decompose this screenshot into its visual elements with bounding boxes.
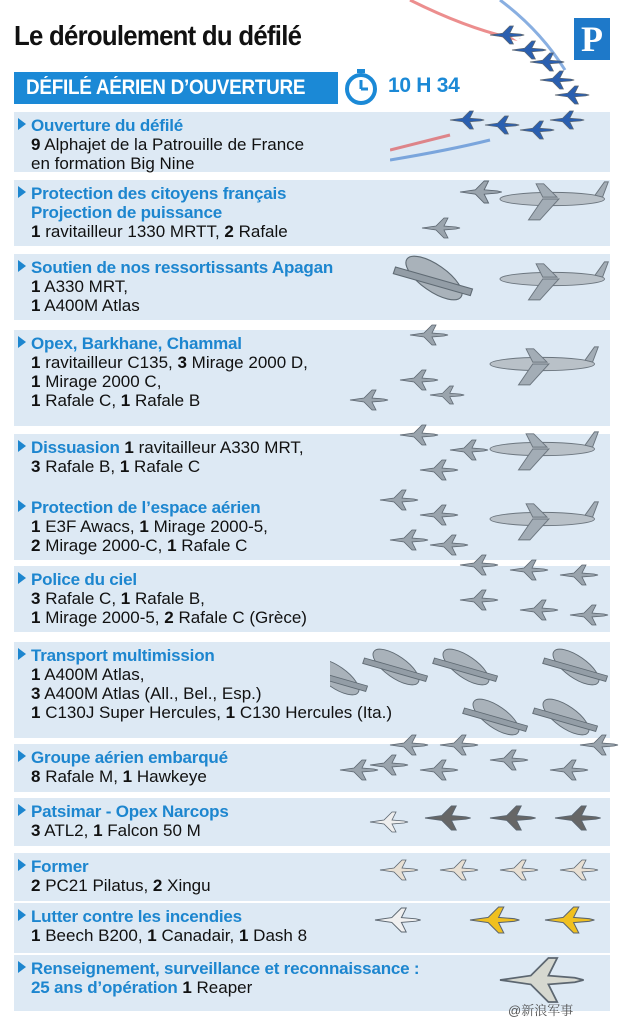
- aircraft-count: 9: [31, 135, 41, 154]
- section-detail-line: [18, 684, 392, 703]
- section-title: Protection des citoyens français: [31, 184, 287, 203]
- triangle-bullet-icon: [18, 186, 26, 198]
- section-title: Former: [31, 857, 89, 876]
- section-title-line: [18, 857, 211, 876]
- aircraft-count: 1: [31, 926, 41, 945]
- triangle-bullet-icon: [18, 961, 26, 973]
- aircraft-count: 3: [31, 684, 41, 703]
- aircraft-count: 1: [167, 536, 177, 555]
- section-detail-line: [18, 154, 304, 173]
- aircraft-type: Xingu: [162, 876, 211, 895]
- aircraft-type: Rafale B,: [130, 589, 205, 608]
- aircraft-type: Falcon 50 M: [102, 821, 201, 840]
- aircraft-count: 1: [122, 767, 133, 786]
- section-detail-line: [18, 876, 211, 895]
- section-detail-line: [18, 517, 268, 536]
- section-detail-line: [18, 767, 228, 786]
- aircraft-type: Rafale: [233, 222, 288, 241]
- section-title: Police du ciel: [31, 570, 137, 589]
- publisher-logo: P: [574, 18, 610, 60]
- section-text: [18, 334, 308, 410]
- page-title: Le déroulement du défilé: [14, 20, 302, 51]
- section-title-line: [18, 334, 308, 353]
- section-panel: [14, 494, 610, 560]
- section-title-line: [18, 570, 307, 589]
- section-panel: [14, 798, 610, 846]
- aircraft-count: 1: [119, 457, 130, 476]
- section-detail-line: [18, 296, 333, 315]
- aircraft-type: PC21 Pilatus,: [40, 876, 153, 895]
- aircraft-type: A330 MRT,: [40, 277, 129, 296]
- section-panel: [14, 254, 610, 320]
- triangle-bullet-icon: [18, 909, 26, 921]
- triangle-bullet-icon: [18, 118, 26, 130]
- triangle-bullet-icon: [18, 750, 26, 762]
- section-detail-line: [18, 608, 307, 627]
- section-detail-segment: 1: [177, 978, 192, 997]
- aircraft-type: A400M Atlas,: [40, 665, 145, 684]
- section-title-line: [18, 116, 304, 135]
- aircraft-count: 1: [31, 222, 41, 241]
- section-text: [18, 907, 307, 945]
- section-title-line: [18, 646, 392, 665]
- aircraft-count: 1: [31, 296, 41, 315]
- triangle-bullet-icon: [18, 336, 26, 348]
- aircraft-type: en formation Big Nine: [31, 154, 195, 173]
- aircraft-count: 1: [31, 391, 41, 410]
- banner-label: DÉFILÉ AÉRIEN D’OUVERTURE: [26, 76, 306, 99]
- aircraft-type: Mirage 2000 C,: [40, 372, 162, 391]
- section-text: [18, 646, 392, 722]
- aircraft-count: 1: [31, 353, 41, 372]
- section-title-line: [18, 184, 288, 203]
- section-text: [18, 258, 333, 315]
- aircraft-type: Rafale C: [129, 457, 201, 476]
- section-detail-line: [18, 926, 307, 945]
- section-title: Ouverture du défilé: [31, 116, 184, 135]
- aircraft-count: 1: [31, 517, 41, 536]
- triangle-bullet-icon: [18, 859, 26, 871]
- section-detail-line: [18, 536, 268, 555]
- section-detail-segment: 1: [119, 438, 134, 457]
- aircraft-type: Hawkeye: [132, 767, 207, 786]
- section-title-line: [18, 748, 228, 767]
- section-title-line-2: [18, 203, 288, 222]
- aircraft-type: A400M Atlas: [40, 296, 140, 315]
- section-detail-line: [18, 277, 333, 296]
- section-panel: [14, 642, 610, 738]
- fighter-jet-icon: [530, 53, 564, 71]
- aircraft-type: Dash 8: [248, 926, 308, 945]
- stopwatch-icon: [342, 68, 380, 106]
- triangle-bullet-icon: [18, 440, 26, 452]
- section-panel: [14, 330, 610, 426]
- section-title-line: [18, 258, 333, 277]
- section-text: [18, 498, 268, 555]
- start-time: 10 H 34: [388, 74, 460, 97]
- aircraft-count: 1: [120, 391, 131, 410]
- section-text: [18, 857, 211, 895]
- section-text: [18, 748, 228, 786]
- section-text: [18, 438, 304, 476]
- section-detail-line: [18, 372, 308, 391]
- aircraft-count: 1: [93, 821, 103, 840]
- section-detail-line: [18, 703, 392, 722]
- section-detail-line: [18, 665, 392, 684]
- aircraft-type: Rafale M,: [40, 767, 123, 786]
- triangle-bullet-icon: [18, 260, 26, 272]
- aircraft-type: Beech B200,: [40, 926, 148, 945]
- aircraft-type: Rafale B: [130, 391, 201, 410]
- section-title: Patsimar - Opex Narcops: [31, 802, 229, 821]
- section-title-line: [18, 802, 229, 821]
- section-title: Dissuasion: [31, 438, 120, 457]
- aircraft-count: 1: [147, 926, 157, 945]
- section-title-line: [18, 959, 419, 978]
- triangle-bullet-icon: [18, 572, 26, 584]
- section-title: Transport multimission: [31, 646, 215, 665]
- aircraft-count: 1: [225, 703, 236, 722]
- aircraft-count: 1: [31, 665, 41, 684]
- section-subtitle: 25 ans d’opération: [31, 978, 178, 997]
- section-text: [18, 570, 307, 627]
- aircraft-count: 1: [31, 277, 41, 296]
- section-title: Renseignement, surveillance et reconnaissance :: [31, 959, 420, 978]
- aircraft-type: ravitailleur C135,: [40, 353, 178, 372]
- aircraft-type: Rafale B,: [40, 457, 120, 476]
- section-panel: [14, 180, 610, 246]
- aircraft-type: Canadair,: [156, 926, 239, 945]
- aircraft-count: 3: [31, 821, 41, 840]
- aircraft-count: 3: [31, 589, 41, 608]
- aircraft-count: 3: [31, 457, 41, 476]
- section-panel: [14, 744, 610, 792]
- aircraft-count: 1: [120, 589, 131, 608]
- section-panel: [14, 434, 610, 494]
- aircraft-type: Rafale C: [176, 536, 248, 555]
- aircraft-type: Alphajet de la Patrouille de France: [40, 135, 305, 154]
- section-title-line: [18, 498, 268, 517]
- aircraft-count: 1: [139, 517, 149, 536]
- section-panel: [14, 853, 610, 901]
- section-detail-line: [18, 589, 307, 608]
- section-detail-line: [18, 457, 304, 476]
- section-text: [18, 959, 419, 997]
- aircraft-type: C130J Super Hercules,: [40, 703, 226, 722]
- section-subtitle: Projection de puissance: [31, 203, 222, 222]
- section-title: Lutter contre les incendies: [31, 907, 242, 926]
- aircraft-type: C130 Hercules (Ita.): [235, 703, 392, 722]
- aircraft-count: 2: [31, 536, 41, 555]
- section-panel: [14, 903, 610, 953]
- fighter-jet-icon: [490, 26, 524, 44]
- aircraft-count: 1: [31, 372, 41, 391]
- aircraft-type: Mirage 2000-C,: [40, 536, 168, 555]
- aircraft-count: 1: [238, 926, 249, 945]
- section-panel: [14, 112, 610, 172]
- aircraft-count: 1: [31, 608, 41, 627]
- section-text: [18, 802, 229, 840]
- aircraft-count: 1: [31, 703, 41, 722]
- section-panel: [14, 566, 610, 632]
- section-text: [18, 116, 304, 173]
- aircraft-type: Rafale C (Grèce): [173, 608, 307, 627]
- aircraft-type: Mirage 2000 D,: [186, 353, 308, 372]
- section-detail-line: [18, 135, 304, 154]
- section-detail-line: [18, 353, 308, 372]
- section-title: Soutien de nos ressortissants Apagan: [31, 258, 334, 277]
- aircraft-type: Mirage 2000-5,: [40, 608, 165, 627]
- section-detail-line: [18, 222, 288, 241]
- aircraft-type: Rafale C,: [40, 391, 121, 410]
- aircraft-type: ravitailleur 1330 MRTT,: [40, 222, 225, 241]
- aircraft-type: E3F Awacs,: [40, 517, 140, 536]
- section-detail-line: [18, 821, 229, 840]
- section-detail-segment: ravitailleur A330 MRT,: [133, 438, 304, 457]
- aircraft-count: 2: [164, 608, 174, 627]
- aircraft-count: 8: [31, 767, 41, 786]
- fighter-jet-icon: [512, 41, 546, 59]
- triangle-bullet-icon: [18, 648, 26, 660]
- aircraft-type: A400M Atlas (All., Bel., Esp.): [40, 684, 262, 703]
- aircraft-count: 2: [31, 876, 41, 895]
- aircraft-type: Mirage 2000-5,: [148, 517, 268, 536]
- aircraft-count: 2: [152, 876, 163, 895]
- triangle-bullet-icon: [18, 500, 26, 512]
- section-title: Groupe aérien embarqué: [31, 748, 228, 767]
- aircraft-count: 3: [177, 353, 187, 372]
- section-title-line-2: [18, 978, 419, 997]
- fighter-jet-icon: [540, 71, 574, 89]
- section-title: Opex, Barkhane, Chammal: [31, 334, 242, 353]
- aircraft-type: ATL2,: [40, 821, 94, 840]
- opening-flyover-banner: [14, 72, 338, 104]
- section-title: Protection de l’espace aérien: [31, 498, 261, 517]
- aircraft-count: 2: [224, 222, 234, 241]
- fighter-jet-icon: [555, 86, 589, 104]
- aircraft-type: Rafale C,: [40, 589, 121, 608]
- section-text: [18, 184, 288, 241]
- section-title-line: [18, 438, 304, 457]
- section-detail-segment: Reaper: [191, 978, 253, 997]
- section-title-line: [18, 907, 307, 926]
- triangle-bullet-icon: [18, 804, 26, 816]
- section-detail-line: [18, 391, 308, 410]
- source-watermark: @新浪军事: [508, 1003, 574, 1018]
